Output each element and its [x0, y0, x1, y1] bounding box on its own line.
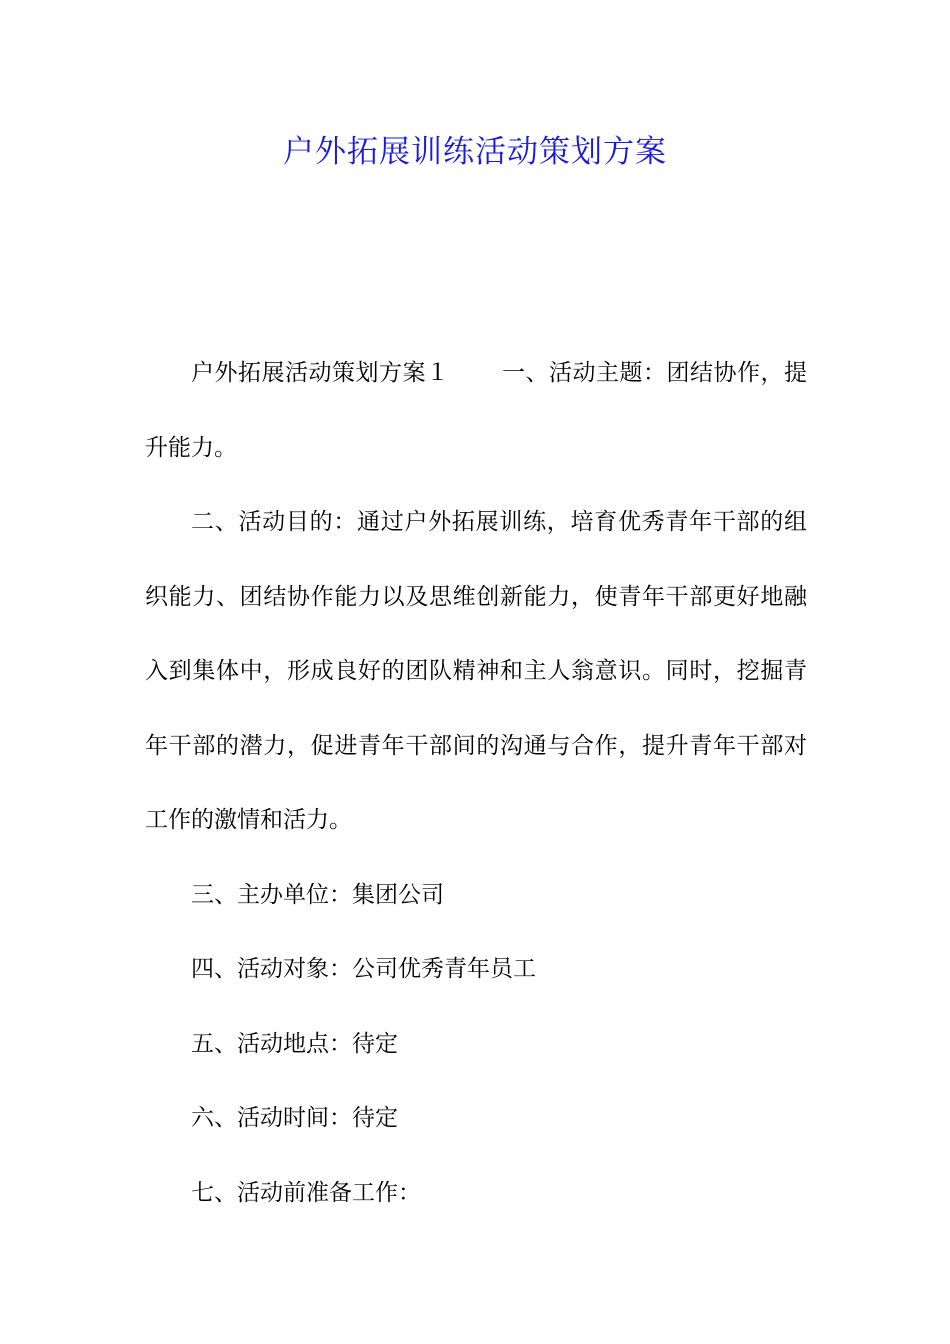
paragraph-5: 五、活动地点：待定: [191, 1030, 398, 1057]
paragraph-7: 七、活动前准备工作：: [191, 1179, 421, 1206]
document-title: 户外拓展训练活动策划方案: [283, 134, 667, 170]
paragraph-6: 六、活动时间：待定: [191, 1105, 398, 1131]
paragraph-2: 二、活动目的：通过户外拓展训练，培育优秀青年干部的组织能力、团结协作能力以及思维创新能力，使青年干部更好地融入到集体中，形成良好的团队精神和主人翁意识。同时，挖掘青年干部的潜力，促进青年干部间的沟通与合作，提升青年干部对工作的激情和活力。: [145, 509, 807, 833]
paragraph-4: 四、活动对象：公司优秀青年员工: [191, 956, 536, 982]
paragraph-3: 三、主办单位：集团公司: [191, 881, 444, 908]
paragraph-1-text: 一、活动主题：团结协作，提升能力。: [145, 360, 807, 461]
document-body: [145, 336, 807, 1230]
paragraph-1: [145, 336, 807, 485]
plan-subtitle: 户外拓展活动策划方案１: [191, 360, 450, 386]
